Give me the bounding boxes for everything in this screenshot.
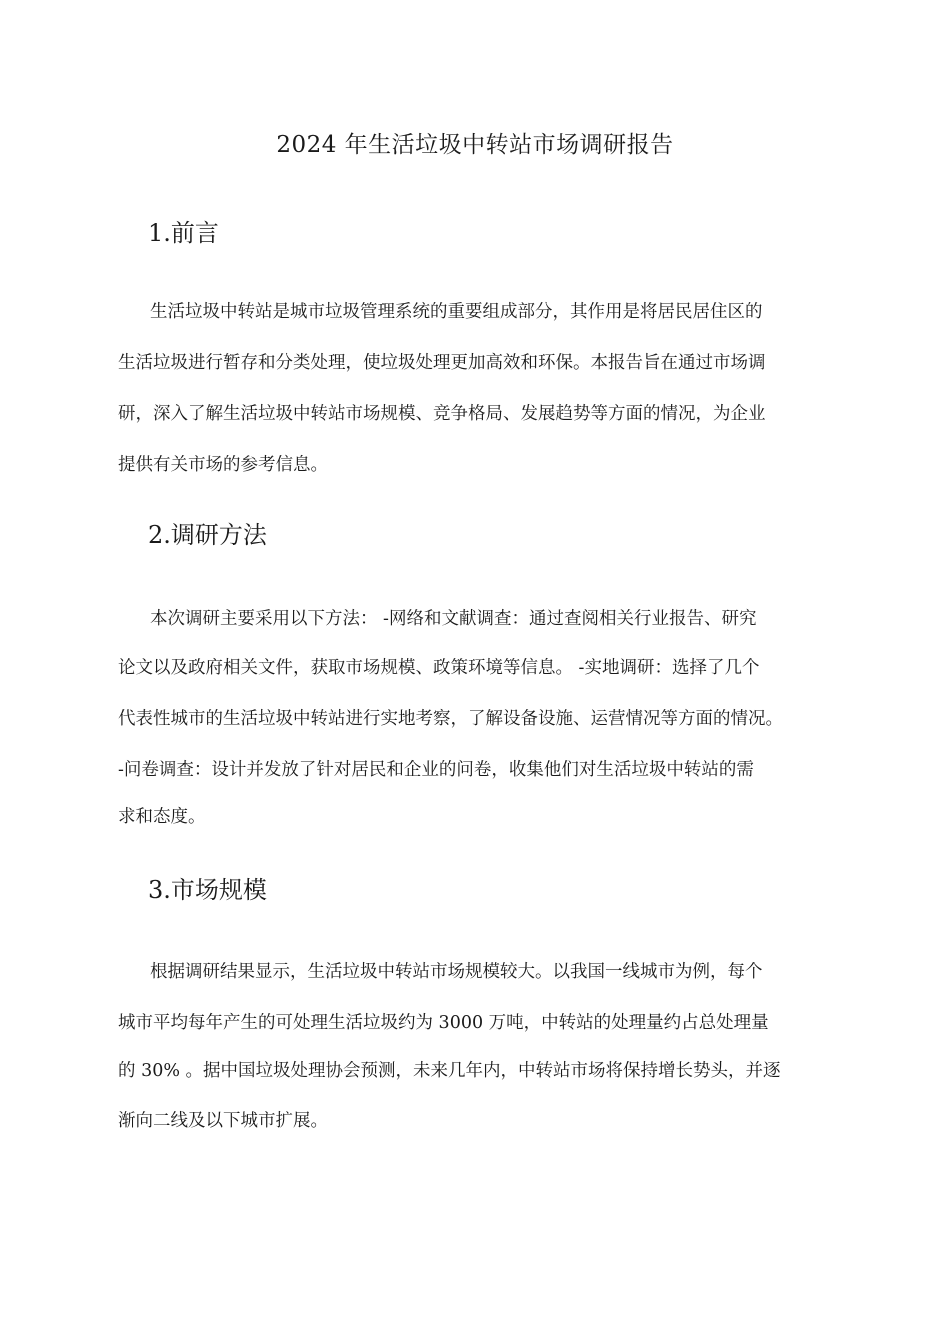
section-heading-preface: 1.前言 <box>148 219 219 247</box>
paragraph-line: 城市平均每年产生的可处理生活垃圾约为 3000 万吨，中转站的处理量约占总处理量 <box>118 1013 769 1033</box>
paragraph-line: 求和态度。 <box>118 807 206 827</box>
paragraph-line: -问卷调查：设计并发放了针对居民和企业的问卷，收集他们对生活垃圾中转站的需 <box>118 760 754 780</box>
document-title: 2024 年生活垃圾中转站市场调研报告 <box>276 132 674 158</box>
section-heading-market-size: 3.市场规模 <box>148 876 267 904</box>
paragraph-line: 生活垃圾中转站是城市垃圾管理系统的重要组成部分，其作用是将居民居住区的 <box>150 302 763 322</box>
paragraph-line: 根据调研结果显示，生活垃圾中转站市场规模较大。以我国一线城市为例，每个 <box>150 962 763 982</box>
section-heading-method: 2.调研方法 <box>148 521 267 549</box>
paragraph-line: 代表性城市的生活垃圾中转站进行实地考察，了解设备设施、运营情况等方面的情况。 <box>118 709 783 729</box>
paragraph-line: 渐向二线及以下城市扩展。 <box>118 1111 328 1131</box>
paragraph-line: 本次调研主要采用以下方法： -网络和文献调查：通过查阅相关行业报告、研究 <box>150 609 757 629</box>
paragraph-line: 生活垃圾进行暂存和分类处理，使垃圾处理更加高效和环保。本报告旨在通过市场调 <box>118 353 766 373</box>
paragraph-line: 论文以及政府相关文件，获取市场规模、政策环境等信息。 -实地调研：选择了几个 <box>118 658 760 678</box>
paragraph-line: 的 30% 。据中国垃圾处理协会预测，未来几年内，中转站市场将保持增长势头，并逐 <box>118 1061 781 1081</box>
paragraph-line: 提供有关市场的参考信息。 <box>118 455 328 475</box>
paragraph-line: 研，深入了解生活垃圾中转站市场规模、竞争格局、发展趋势等方面的情况，为企业 <box>118 404 766 424</box>
